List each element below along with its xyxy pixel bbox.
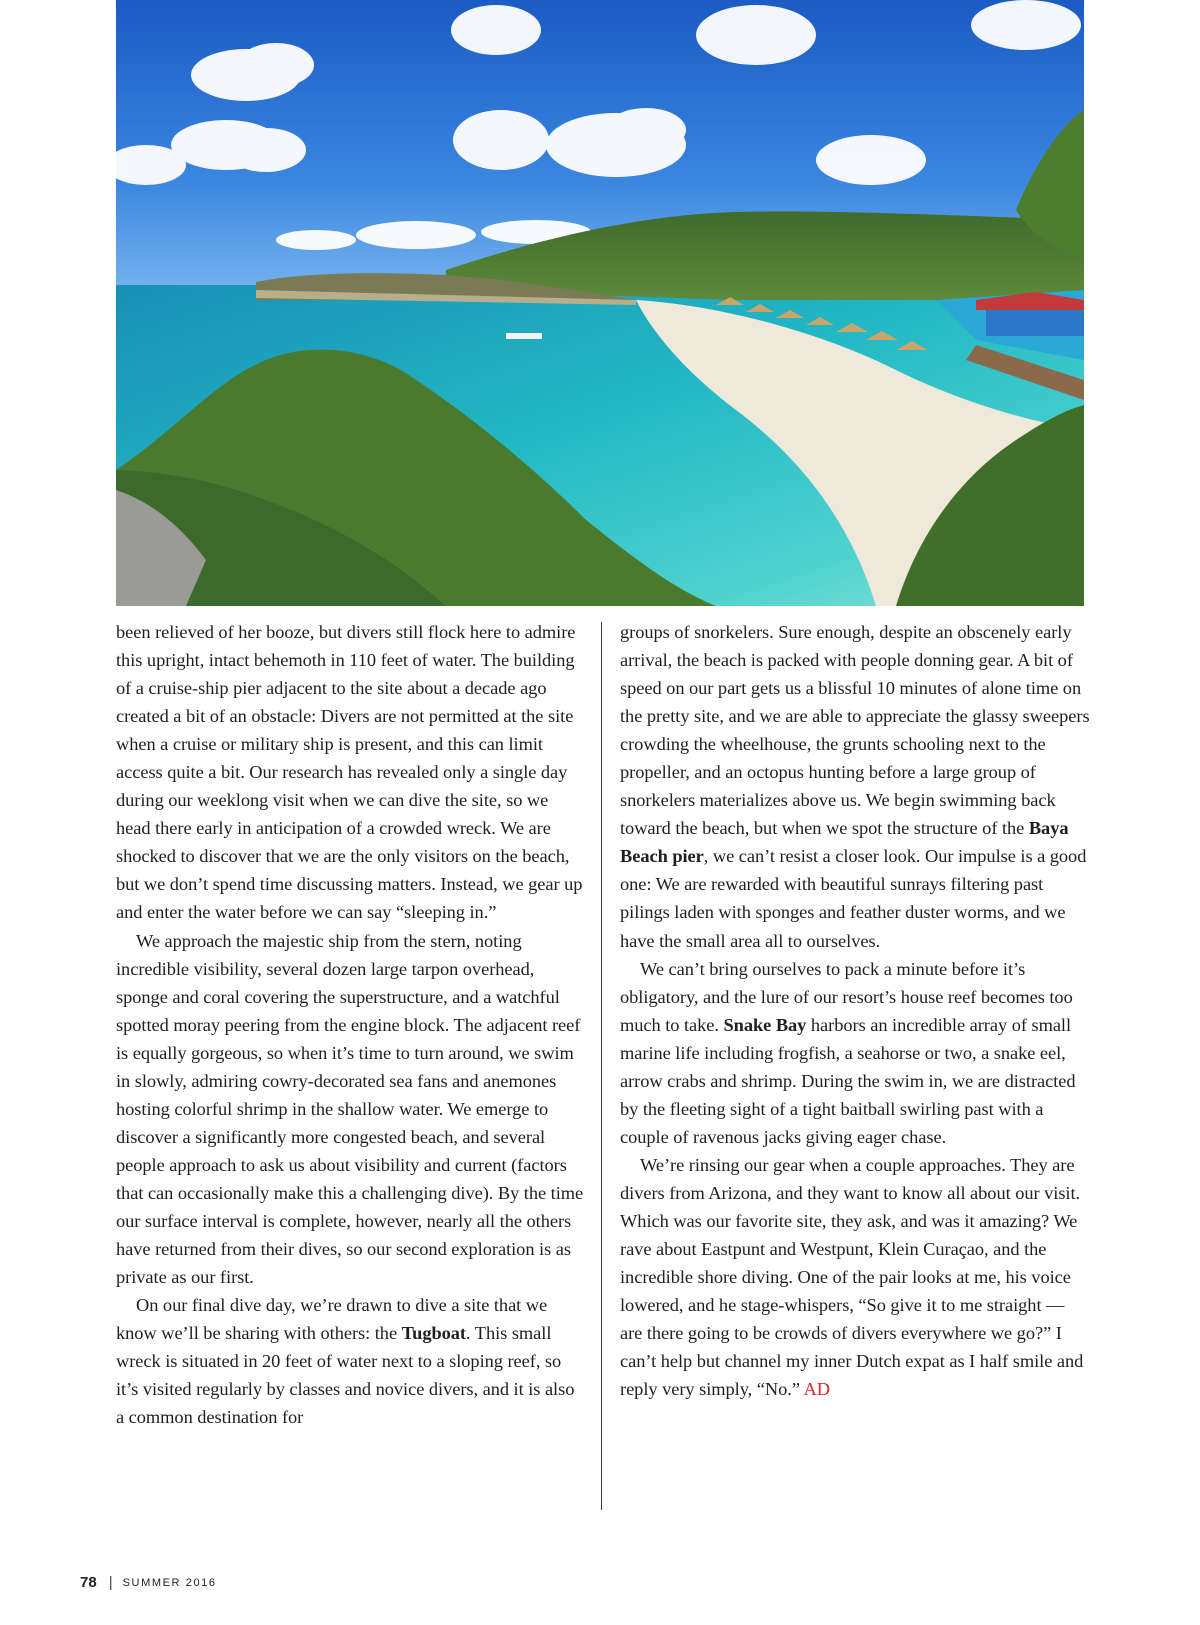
left-text-column: [116, 618, 584, 1431]
footer-separator: |: [108, 1574, 113, 1591]
issue-label: SUMMER 2016: [122, 1576, 217, 1589]
right-text-column: [620, 618, 1090, 1403]
page-footer: [80, 1574, 217, 1591]
left-paragraph-1: been relieved of her booze, but divers still flock here to admire this upright, intact behemoth in 110 feet of water. The building of a cruise-ship pier adjacent to the site about a decade ago created a bit of an obstacle: Divers are not permitted at the site when a cruise or military ship is present, and this can limit access quite a bit. Our research has revealed only a single day during our weeklong visit when we can dive the site, so we head there early in anticipation of a crowded wreck. We are shocked to discover that we are the only visitors on the beach, but we don’t spend time discussing matters. Instead, we gear up and enter the water before we can say “sleeping in.”: [116, 622, 583, 923]
tugboat-site-name: Tugboat: [401, 1323, 467, 1344]
article-end-sign: AD: [803, 1379, 830, 1400]
right-paragraph-1-text-start: groups of snorkelers. Sure enough, despite an obscenely early arrival, the beach is packed with people donning gear. A bit of speed on our part gets us a blissful 10 minutes of alone time on the pretty site, and we are able to appreciate the glassy sweepers crowding the wheelhouse, the grunts schooling next to the propeller, and an octopus hunting before a large group of snorkelers materializes above us. We begin swimming back toward the beach, but when we spot the structure of the: [620, 622, 1090, 839]
right-paragraph-3-text: We’re rinsing our gear when a couple approaches. They are divers from Arizona, and they want to know all about our visit. Which was our favorite site, they ask, and was it amazing? We rave about Eastpunt and Westpunt, Klein Curaçao, and the incredible shore diving. One of the pair looks at me, his voice lowered, and he stage-whispers, “So give it to me straight — are there going to be crowds of divers everywhere we go?” I can’t help but channel my inner Dutch expat as I half smile and reply very simply, “No.”: [620, 1154, 1084, 1400]
snake-bay-site-name: Snake Bay: [723, 1014, 807, 1035]
page-number: 78: [80, 1574, 97, 1591]
right-paragraph-3: [620, 1151, 1090, 1403]
beach-bay-illustration: [116, 0, 1084, 606]
left-paragraph-2: We approach the majestic ship from the stern, noting incredible visibility, several dozen large tarpon overhead, sponge and coral covering the superstructure, and a watchful spotted moray peering from the engine block. The adjacent reef is equally gorgeous, so when it’s time to turn around, we swim in slowly, admiring cowry-decorated sea fans and anemones hosting colorful shrimp in the shallow water. We emerge to discover a significantly more congested beach, and several people approach to ask us about visibility and current (factors that can occasionally make this a challenging dive). By the time our surface interval is complete, however, nearly all the others have returned from their dives, so our second exploration is as private as our first.: [116, 930, 584, 1288]
right-paragraph-2-text-end: harbors an incredible array of small marine life including frogfish, a seahorse or two, a snake eel, arrow crabs and shrimp. During the swim in, we are distracted by the fleeting sight of a tight baitball swirling past with a couple of ravenous jacks giving eager chase.: [620, 1014, 1076, 1147]
right-paragraph-1-text-end: , we can’t resist a closer look. Our impulse is a good one: We are rewarded with beautiful sunrays filtering past pilings laden with sponges and feather duster worms, and we have the small area all to ourselves.: [620, 846, 1087, 951]
right-paragraph-2: [620, 955, 1090, 1151]
baya-beach-pier-site-name: Baya Beach pier: [620, 818, 1069, 867]
right-paragraph-2-text-start: We can’t bring ourselves to pack a minute before it’s obligatory, and the lure of our resort’s house reef becomes too much to take.: [620, 958, 1073, 1035]
right-paragraph-1: [620, 618, 1090, 955]
beach-bay-photo: [116, 0, 1084, 606]
left-paragraph-3-text-start: On our final dive day, we’re drawn to dive a site that we know we’ll be sharing with others: the: [116, 1295, 548, 1344]
left-paragraph-3: [116, 1291, 584, 1431]
left-paragraph-3-text-end: . This small wreck is situated in 20 feet of water next to a sloping reef, so it’s visited regularly by classes and novice divers, and it is also a common destination for: [116, 1323, 575, 1428]
column-divider: [601, 622, 602, 1510]
